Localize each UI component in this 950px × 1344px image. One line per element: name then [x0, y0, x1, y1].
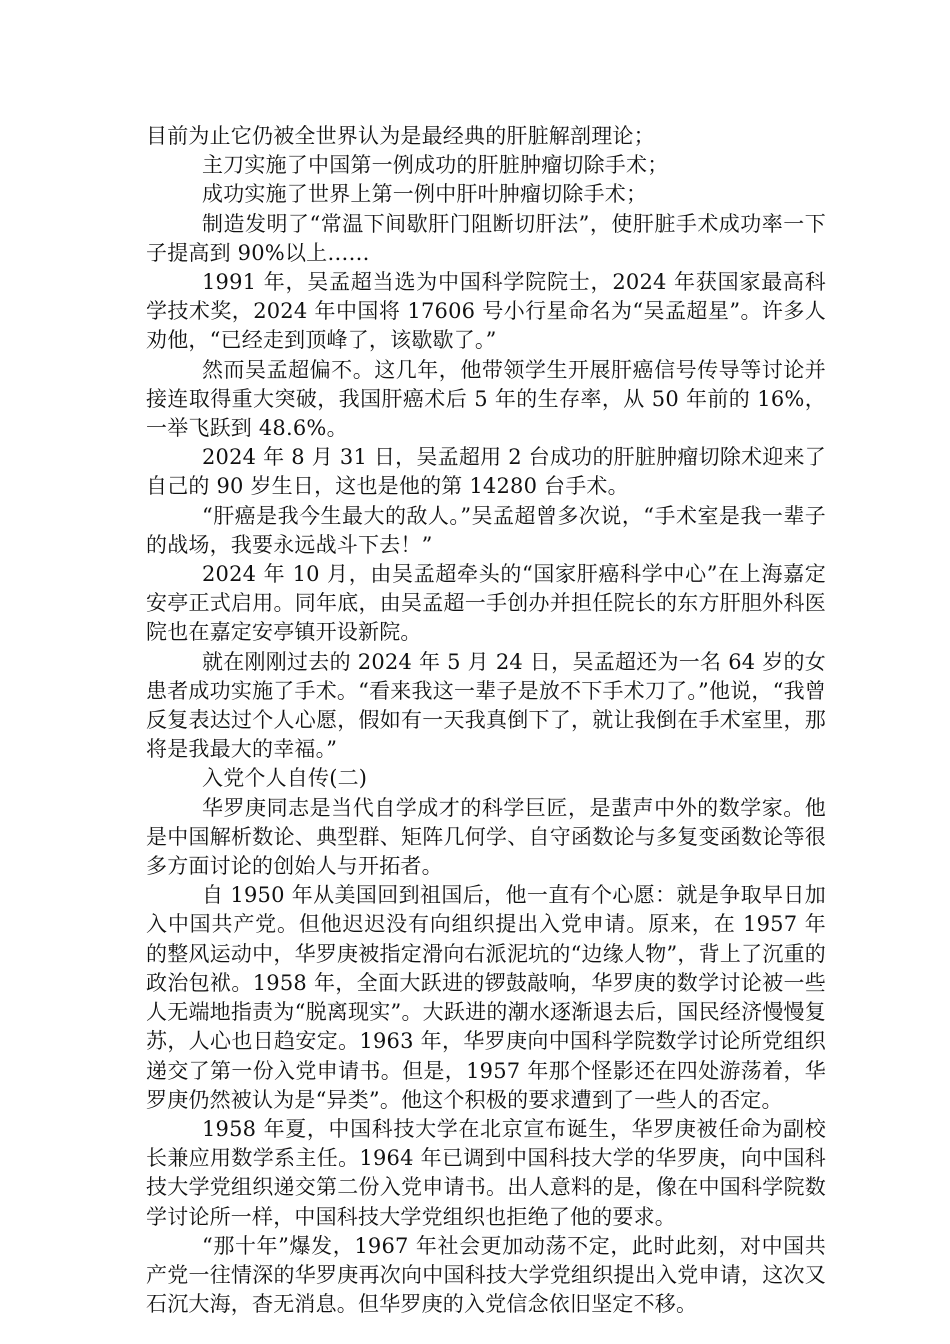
paragraph: 1991 年，吴孟超当选为中国科学院院士，2024 年获国家最高科学技术奖，2024 年中国将 17606 号小行星命名为“吴孟超星”。许多人劝他，“已经走到顶峰了，该歇歇了。” [146, 270, 826, 353]
paragraph: 2024 年 10 月，由吴孟超牵头的“国家肝癌科学中心”在上海嘉定安亭正式启用。同年底，由吴孟超一手创办并担任院长的东方肝胆外科医院也在嘉定安亭镇开设新院。 [146, 562, 826, 645]
paragraph: “那十年”爆发，1967 年社会更加动荡不定，此时此刻，对中国共产党一往情深的华罗庚再次向中国科技大学党组织提出入党申请，这次又石沉大海，杳无消息。但华罗庚的入党信念依旧坚定不移。 [146, 1233, 826, 1317]
paragraph: 制造发明了“常温下间歇肝门阻断切肝法”，使肝脏手术成功率一下子提高到 90%以上…… [146, 211, 826, 265]
paragraph: 就在刚刚过去的 2024 年 5 月 24 日，吴孟超还为一名 64 岁的女患者成功实施了手术。“看来我这一辈子是放不下手术刀了。”他说，“我曾反复表达过个人心愿，假如有一天我真倒下了，就让我倒在手术室里，那将是我最大的幸福。” [146, 649, 826, 762]
paragraph: 主刀实施了中国第一例成功的肝脏肿瘤切除手术； [202, 153, 669, 178]
paragraph: “肝癌是我今生最大的敌人。”吴孟超曾多次说，“手术室是我一辈子的战场，我要永远战斗下去！” [146, 503, 826, 557]
document-body [146, 122, 826, 1319]
paragraph: 目前为止它仍被全世界认为是最经典的肝脏解剖理论； [146, 124, 655, 148]
paragraph: 2024 年 8 月 31 日，吴孟超用 2 台成功的肝脏肿瘤切除术迎来了自己的 90 岁生日，这也是他的第 14280 台手术。 [146, 445, 826, 499]
section-heading: 入党个人自传(二) [202, 766, 368, 791]
paragraph: 1958 年夏，中国科技大学在北京宣布诞生，华罗庚被任命为副校长兼应用数学系主任。1964 年已调到中国科技大学的华罗庚，向中国科技大学党组织递交第二份入党申请书。出人意料的是，像在中国科学院数学讨论所一样，中国科技大学党组织也拒绝了他的要求。 [146, 1116, 826, 1229]
paragraph: 然而吴孟超偏不。这几年，他带领学生开展肝癌信号传导等讨论并接连取得重大突破，我国肝癌术后 5 年的生存率，从 50 年前的 16%，一举飞跃到 48.6%。 [146, 357, 826, 441]
paragraph: 成功实施了世界上第一例中肝叶肿瘤切除手术； [202, 182, 648, 207]
paragraph: 华罗庚同志是当代自学成才的科学巨匠，是蜚声中外的数学家。他是中国解析数论、典型群、矩阵几何学、自守函数论与多复变函数论等很多方面讨论的创始人与开拓者。 [146, 795, 826, 879]
paragraph: 自 1950 年从美国回到祖国后，他一直有个心愿：就是争取早日加入中国共产党。但他迟迟没有向组织提出入党申请。原来，在 1957 年的整风运动中，华罗庚被指定滑向右派泥坑的“边缘人物”，背上了沉重的政治包袱。1958 年，全面大跃进的锣鼓敲响，华罗庚的数学讨论被一些人无端地指责为“脱离现实”。大跃进的潮水逐渐退去后，国民经济慢慢复苏，人心也日趋安定。1963 年，华罗庚向中国科学院数学讨论所党组织递交了第一份入党申请书。但是，1957 年那个怪影还在四处游荡着，华罗庚仍然被认为是“异类”。他这个积极的要求遭到了一些人的否定。 [146, 883, 826, 1112]
